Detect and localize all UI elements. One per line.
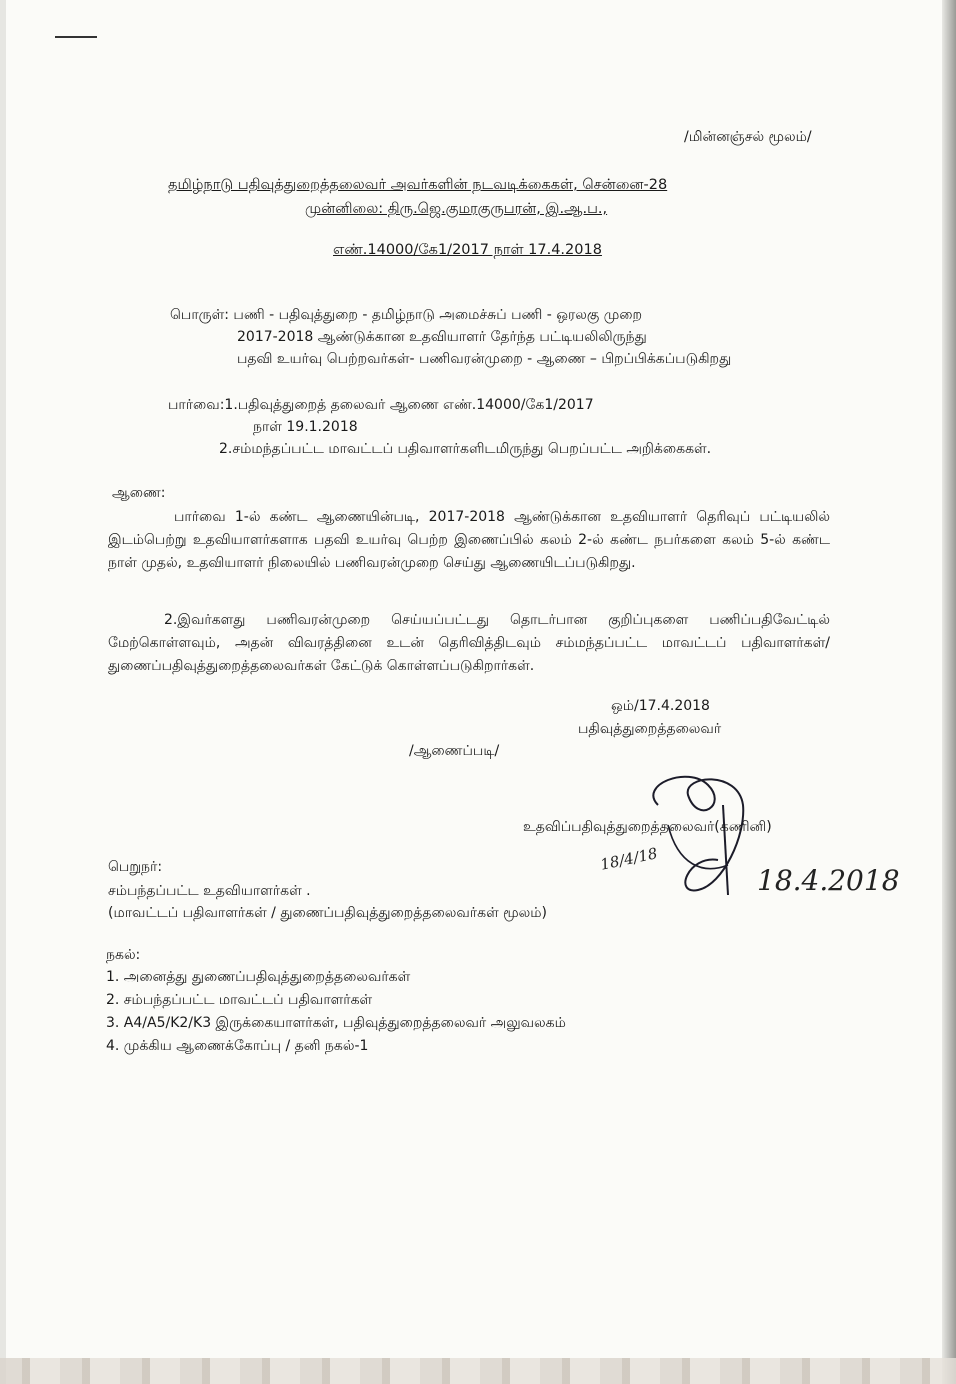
scan-bottom-band	[0, 1358, 956, 1384]
delivery-note: /மின்னஞ்சல் மூலம்/	[684, 129, 812, 145]
page-left-edge	[0, 0, 6, 1384]
recipients-line-2: (மாவட்டப் பதிவாளர்கள் / துணைப்பதிவுத்துறைத்தலைவர்கள் மூலம்)	[108, 905, 548, 921]
subject-line-2: 2017-2018 ஆண்டுக்கான உதவியாளர் தேர்ந்த பட்டியலிலிருந்து	[237, 329, 647, 345]
order-label: ஆணை:	[112, 485, 166, 501]
copy-item: 3. A4/A5/K2/K3 இருக்கையாளர்கள், பதிவுத்துறைத்தலைவர் அலுவலகம்	[106, 1015, 566, 1031]
true-copy-label: /ஆணைப்படி/	[409, 743, 500, 759]
reference-line-3: 2.சம்மந்தப்பட்ட மாவட்டப் பதிவாளர்களிடமிருந்து பெறப்பட்ட அறிக்கைகள்.	[219, 441, 712, 457]
top-dash-mark	[55, 36, 97, 38]
copy-item: 2. சம்பந்தப்பட்ட மாவட்டப் பதிவாளர்கள்	[106, 992, 373, 1008]
header-title: தமிழ்நாடு பதிவுத்துறைத்தலைவர் அவர்களின் நடவடிக்கைகள், சென்னை-28	[168, 177, 668, 193]
page-right-edge	[942, 0, 956, 1384]
recipients-line-1: சம்பந்தப்பட்ட உதவியாளர்கள் .	[108, 883, 311, 899]
handwritten-date: 18.4.2018	[757, 864, 900, 897]
order-paragraph-1: பார்வை 1-ல் கண்ட ஆணையின்படி, 2017-2018 ஆண்டுக்கான உதவியாளர் தெரிவுப் பட்டியலில் இடம்பெற்று உதவியாளர்களாக பதவி உயர்வு பெற்ற இணைப்பில் கலம் 2-ல் கண்ட நபர்களை கலம் 5-ல் கண்ட நாள் முதல், உதவியாளர் நிலையில் பணிவரன்முறை செய்து ஆணையிடப்படுகிறது.	[108, 509, 830, 571]
copy-item: 4. முக்கிய ஆணைக்கோப்பு / தனி நகல்-1	[106, 1038, 369, 1054]
copies-label: நகல்:	[106, 947, 141, 963]
attesting-officer: உதவிப்பதிவுத்துறைத்தலைவர்(கணினி)	[523, 819, 772, 835]
order-paragraph-2: 2.இவர்களது பணிவரன்முறை செய்யப்பட்டது தொடர்பான குறிப்புகளை பணிப்பதிவேட்டில் மேற்கொள்ளவும், அதன் விவரத்தினை உடன் தெரிவித்திடவும் சம்மந்தப்பட்ட மாவட்டப் பதிவாளர்கள்/ துணைப்பதிவுத்துறைத்தலைவர்கள் கேட்டுக் கொள்ளப்படுகிறார்கள்.	[108, 612, 830, 674]
reference-number: எண்.14000/கே1/2017 நாள் 17.4.2018	[333, 242, 602, 258]
copy-item: 1. அனைத்து துணைப்பதிவுத்துறைத்தலைவர்கள்	[106, 969, 411, 985]
header-presence: முன்னிலை: திரு.ஜெ.குமரகுருபரன், இ.ஆ.ப.,	[305, 201, 608, 217]
reference-line-2: நாள் 19.1.2018	[253, 419, 358, 435]
designation: பதிவுத்துறைத்தலைவர்	[578, 721, 722, 737]
reference-line-1: பார்வை:1.பதிவுத்துறைத் தலைவர் ஆணை எண்.14000/கே1/2017	[168, 397, 594, 413]
signed-date: ஒம்/17.4.2018	[611, 698, 710, 714]
subject-line-1: பொருள்: பணி - பதிவுத்துறை - தமிழ்நாடு அமைச்சுப் பணி - ஒரலகு முறை	[170, 307, 643, 323]
handwritten-initial-date: 18/4/18	[598, 844, 660, 874]
subject-line-3: பதவி உயர்வு பெற்றவர்கள்- பணிவரன்முறை - ஆணை – பிறப்பிக்கப்படுகிறது	[237, 351, 732, 367]
recipients-label: பெறுநர்:	[108, 859, 163, 875]
